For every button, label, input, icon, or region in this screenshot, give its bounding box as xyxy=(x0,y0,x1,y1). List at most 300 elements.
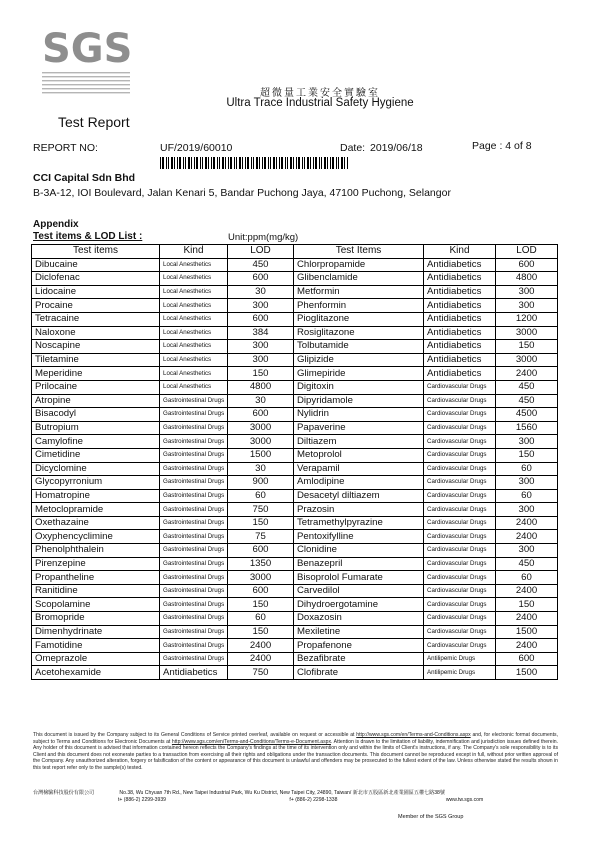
lod-left: 60 xyxy=(228,489,294,503)
kind-right: Cardiovascular Drugs xyxy=(424,489,496,503)
lod-left: 1500 xyxy=(228,448,294,462)
logo-text: SGS xyxy=(42,26,132,72)
kind-right: Cardiovascular Drugs xyxy=(424,598,496,612)
lod-left: 750 xyxy=(228,503,294,517)
table-row xyxy=(32,272,558,286)
lod-left: 60 xyxy=(228,612,294,626)
kind-right: Cardiovascular Drugs xyxy=(424,530,496,544)
client-name: CCI Capital Sdn Bhd xyxy=(33,172,136,184)
barcode-graphic xyxy=(160,157,350,169)
test-item-right: Bisoprolol Fumarate xyxy=(294,571,424,585)
test-item-left: Ranitidine xyxy=(32,584,160,598)
barcode-bar xyxy=(268,157,269,169)
barcode-bar xyxy=(332,157,334,169)
barcode-bar xyxy=(273,157,275,169)
lod-left: 75 xyxy=(228,530,294,544)
barcode-bar xyxy=(327,157,328,169)
barcode-bar xyxy=(315,157,317,169)
barcode-bar xyxy=(202,157,203,169)
lod-right: 300 xyxy=(496,285,558,299)
barcode-bar xyxy=(313,157,314,169)
barcode-bar xyxy=(344,157,345,169)
table-header-row xyxy=(32,245,558,259)
barcode-bar xyxy=(247,157,249,169)
barcode-bar xyxy=(162,157,164,169)
header-lod-left: LOD xyxy=(228,245,294,259)
disclaimer-text-1: This document is issued by the Company subject to its General Conditions of Service printed overleaf, available on request or accessible at xyxy=(33,732,355,738)
kind-right: Antidiabetics xyxy=(424,326,496,340)
table-row xyxy=(32,476,558,490)
test-item-left: Tiletamine xyxy=(32,353,160,367)
lod-left: 450 xyxy=(228,258,294,272)
header-test-items-right: Test Items xyxy=(294,245,424,259)
barcode-bar xyxy=(166,157,167,169)
kind-right: Antidiabetics xyxy=(424,340,496,354)
lab-name-chinese: 超微量工業安全實驗室 xyxy=(260,88,380,99)
test-item-left: Dibucaine xyxy=(32,258,160,272)
barcode-bar xyxy=(298,157,300,169)
kind-right: Cardiovascular Drugs xyxy=(424,516,496,530)
barcode-bar xyxy=(171,157,173,169)
barcode-bar xyxy=(338,157,339,169)
test-item-left: Lidocaine xyxy=(32,285,160,299)
header-lod-right: LOD xyxy=(496,245,558,259)
kind-left: Local Anesthetics xyxy=(160,258,228,272)
table-row xyxy=(32,612,558,626)
lod-left: 150 xyxy=(228,625,294,639)
table-row xyxy=(32,571,558,585)
barcode-bar xyxy=(168,157,169,169)
lod-right: 2400 xyxy=(496,584,558,598)
barcode-bar xyxy=(228,157,229,169)
barcode-bar xyxy=(262,157,263,169)
lod-left: 4800 xyxy=(228,380,294,394)
kind-right: Cardiovascular Drugs xyxy=(424,571,496,585)
footer-address-line xyxy=(33,789,558,796)
table-row xyxy=(32,544,558,558)
kind-right: Cardiovascular Drugs xyxy=(424,421,496,435)
kind-right: Cardiovascular Drugs xyxy=(424,625,496,639)
table-row xyxy=(32,285,558,299)
lod-right: 4500 xyxy=(496,408,558,422)
lod-right: 450 xyxy=(496,394,558,408)
barcode-bar xyxy=(217,157,218,169)
test-item-left: Atropine xyxy=(32,394,160,408)
lod-right: 1200 xyxy=(496,312,558,326)
lod-left: 3000 xyxy=(228,421,294,435)
barcode-bar xyxy=(307,157,309,169)
kind-right: Antidiabetics xyxy=(424,258,496,272)
barcode-bar xyxy=(205,157,207,169)
test-item-right: Desacetyl diltiazem xyxy=(294,489,424,503)
table-row xyxy=(32,312,558,326)
table-row xyxy=(32,340,558,354)
lod-left: 30 xyxy=(228,285,294,299)
kind-right: Antidiabetics xyxy=(424,272,496,286)
header-kind-left: Kind xyxy=(160,245,228,259)
test-item-left: Oxyphencyclimine xyxy=(32,530,160,544)
test-item-left: Glycopyrronium xyxy=(32,476,160,490)
kind-right: Cardiovascular Drugs xyxy=(424,557,496,571)
table-row xyxy=(32,353,558,367)
lod-right: 2400 xyxy=(496,612,558,626)
page-indicator: Page : 4 of 8 xyxy=(472,140,532,152)
fax-number: f+ (886-2) 2298-1338 xyxy=(289,797,338,803)
test-item-left: Bisacodyl xyxy=(32,408,160,422)
lod-right: 2400 xyxy=(496,367,558,381)
lod-table xyxy=(31,244,558,680)
barcode-bar xyxy=(222,157,224,169)
lod-right: 300 xyxy=(496,435,558,449)
kind-left: Gastrointestinal Drugs xyxy=(160,421,228,435)
lod-right: 600 xyxy=(496,652,558,666)
kind-left: Gastrointestinal Drugs xyxy=(160,394,228,408)
kind-left: Gastrointestinal Drugs xyxy=(160,625,228,639)
lod-right: 600 xyxy=(496,258,558,272)
barcode-bar xyxy=(213,157,215,169)
lod-left: 900 xyxy=(228,476,294,490)
test-item-right: Amlodipine xyxy=(294,476,424,490)
table-row xyxy=(32,598,558,612)
table-row xyxy=(32,394,558,408)
table-row xyxy=(32,326,558,340)
test-item-left: Butropium xyxy=(32,421,160,435)
lod-left: 384 xyxy=(228,326,294,340)
lod-right: 2400 xyxy=(496,639,558,653)
test-item-right: Dipyridamole xyxy=(294,394,424,408)
footer-contact-line xyxy=(33,797,558,803)
header-kind-right: Kind xyxy=(424,245,496,259)
kind-left: Local Anesthetics xyxy=(160,285,228,299)
kind-left: Gastrointestinal Drugs xyxy=(160,584,228,598)
test-item-right: Bezafibrate xyxy=(294,652,424,666)
barcode-bar xyxy=(230,157,232,169)
kind-left: Gastrointestinal Drugs xyxy=(160,571,228,585)
test-item-right: Mexiletine xyxy=(294,625,424,639)
test-item-right: Clonidine xyxy=(294,544,424,558)
kind-right: Antidiabetics xyxy=(424,299,496,313)
barcode-bar xyxy=(279,157,280,169)
test-item-right: Dihydroergotamine xyxy=(294,598,424,612)
unit-label: Unit:ppm(mg/kg) xyxy=(228,232,299,243)
barcode-bar xyxy=(208,157,209,169)
phone-number: t+ (886-2) 2299-3939 xyxy=(118,797,167,803)
test-item-right: Tetramethylpyrazine xyxy=(294,516,424,530)
kind-left: Local Anesthetics xyxy=(160,380,228,394)
kind-left: Gastrointestinal Drugs xyxy=(160,612,228,626)
company-address-chinese: 新北市五股區新北產業園區五權七路38號 xyxy=(352,790,445,796)
barcode-bar xyxy=(239,157,241,169)
date-label: Date: xyxy=(340,142,366,154)
test-item-right: Benazepril xyxy=(294,557,424,571)
test-item-left: Tetracaine xyxy=(32,312,160,326)
kind-right: Antidiabetics xyxy=(424,353,496,367)
kind-right: Antidiabetics xyxy=(424,312,496,326)
kind-right: Cardiovascular Drugs xyxy=(424,462,496,476)
report-title: Test Report xyxy=(58,114,130,130)
test-item-left: Pirenzepine xyxy=(32,557,160,571)
barcode-bar xyxy=(276,157,277,169)
test-item-left: Bromopride xyxy=(32,612,160,626)
kind-right: Cardiovascular Drugs xyxy=(424,435,496,449)
test-item-left: Phenolphthalein xyxy=(32,544,160,558)
kind-left: Local Anesthetics xyxy=(160,367,228,381)
lod-left: 30 xyxy=(228,394,294,408)
kind-left: Local Anesthetics xyxy=(160,340,228,354)
lod-left: 600 xyxy=(228,584,294,598)
lod-right: 3000 xyxy=(496,353,558,367)
header-test-items-left: Test items xyxy=(32,245,160,259)
website[interactable]: www.tw.sgs.com xyxy=(445,797,484,803)
test-item-right: Rosiglitazone xyxy=(294,326,424,340)
table-row xyxy=(32,299,558,313)
e-document-terms-link[interactable]: http://www.sgs.com/en/Terms-and-Conditions/Terms-e-Document.aspx xyxy=(171,738,331,745)
barcode-bar xyxy=(264,157,266,169)
test-item-right: Phenformin xyxy=(294,299,424,313)
lod-left: 2400 xyxy=(228,639,294,653)
lod-left: 600 xyxy=(228,312,294,326)
date-value: 2019/06/18 xyxy=(370,142,423,154)
kind-right: Antidiabetics xyxy=(424,367,496,381)
kind-right: Cardiovascular Drugs xyxy=(424,408,496,422)
barcode-bar xyxy=(330,157,331,169)
test-item-left: Cimetidine xyxy=(32,448,160,462)
barcode-bar xyxy=(285,157,286,169)
barcode-bar xyxy=(179,157,181,169)
test-item-left: Procaine xyxy=(32,299,160,313)
kind-right: Cardiovascular Drugs xyxy=(424,612,496,626)
table-row xyxy=(32,367,558,381)
lod-right: 300 xyxy=(496,476,558,490)
lod-right: 150 xyxy=(496,598,558,612)
barcode-bar xyxy=(188,157,190,169)
lod-right: 1500 xyxy=(496,625,558,639)
kind-left: Gastrointestinal Drugs xyxy=(160,448,228,462)
lod-right: 150 xyxy=(496,448,558,462)
kind-left: Gastrointestinal Drugs xyxy=(160,544,228,558)
table-row xyxy=(32,625,558,639)
barcode-bar xyxy=(321,157,322,169)
lod-right: 60 xyxy=(496,571,558,585)
lod-left: 3000 xyxy=(228,571,294,585)
kind-left: Gastrointestinal Drugs xyxy=(160,639,228,653)
company-address-english: No.38, Wu Chyuan 7th Rd., New Taipei Industrial Park, Wu Ku District, New Taipei City, 24890, Taiwan/ xyxy=(119,790,352,796)
test-item-left: Meperidine xyxy=(32,367,160,381)
barcode-bar xyxy=(200,157,201,169)
lab-name-english: Ultra Trace Industrial Safety Hygiene xyxy=(226,97,414,109)
company-name-chinese: 台灣檢驗科技股份有限公司 xyxy=(33,790,95,796)
lod-right: 60 xyxy=(496,489,558,503)
barcode-bar xyxy=(290,157,292,169)
kind-left: Gastrointestinal Drugs xyxy=(160,435,228,449)
kind-left: Local Anesthetics xyxy=(160,272,228,286)
test-item-left: Omeprazole xyxy=(32,652,160,666)
terms-link[interactable]: http://www.sgs.com/en/Terms-and-Conditions.aspx xyxy=(356,732,471,738)
barcode-bar xyxy=(293,157,294,169)
kind-right: Cardiovascular Drugs xyxy=(424,503,496,517)
table-row xyxy=(32,258,558,272)
kind-right: Cardiovascular Drugs xyxy=(424,448,496,462)
kind-right: Antilipemic Drugs xyxy=(424,652,496,666)
lod-right: 2400 xyxy=(496,516,558,530)
lod-left: 150 xyxy=(228,598,294,612)
member-of-sgs-group: Member of the SGS Group xyxy=(398,814,464,820)
lod-left: 150 xyxy=(228,516,294,530)
client-address: B-3A-12, IOI Boulevard, Jalan Kenari 5, Bandar Puchong Jaya, 47100 Puchong, Selangor xyxy=(33,187,451,199)
disclaimer-text-2: and, for electronic format documents, subject to Terms and Conditions for Electronic Documents at xyxy=(33,732,559,745)
lod-left: 600 xyxy=(228,408,294,422)
lod-left: 2400 xyxy=(228,652,294,666)
table-row xyxy=(32,421,558,435)
test-item-right: Doxazosin xyxy=(294,612,424,626)
test-item-left: Naloxone xyxy=(32,326,160,340)
lod-left: 300 xyxy=(228,353,294,367)
barcode-bar xyxy=(256,157,258,169)
barcode-bar xyxy=(196,157,198,169)
test-item-left: Metoclopramide xyxy=(32,503,160,517)
barcode-bar xyxy=(336,157,337,169)
kind-right: Cardiovascular Drugs xyxy=(424,544,496,558)
kind-right: Cardiovascular Drugs xyxy=(424,639,496,653)
barcode-bar xyxy=(191,157,192,169)
lod-left: 600 xyxy=(228,544,294,558)
barcode-bar xyxy=(242,157,243,169)
lod-left: 600 xyxy=(228,272,294,286)
test-item-right: Propafenone xyxy=(294,639,424,653)
appendix-title: Appendix xyxy=(33,219,79,230)
lod-right: 60 xyxy=(496,462,558,476)
test-item-right: Pentoxifylline xyxy=(294,530,424,544)
lod-right: 300 xyxy=(496,503,558,517)
test-item-left: Homatropine xyxy=(32,489,160,503)
barcode-bar xyxy=(296,157,297,169)
barcode-bar xyxy=(259,157,260,169)
kind-left: Gastrointestinal Drugs xyxy=(160,530,228,544)
lod-left: 300 xyxy=(228,299,294,313)
barcode-bar xyxy=(219,157,220,169)
test-item-right: Pioglitazone xyxy=(294,312,424,326)
lod-left: 3000 xyxy=(228,435,294,449)
lod-left: 1350 xyxy=(228,557,294,571)
table-row xyxy=(32,530,558,544)
test-item-left: Camylofine xyxy=(32,435,160,449)
kind-left: Local Anesthetics xyxy=(160,353,228,367)
disclaimer-text-3: . Attention is drawn to the limitation of liability, indemnification and jurisdiction issues defined therein. Any holder of this document is advised that information contained hereon reflects the Company's findings at the time of its intervention only and within the limits of Client's instructions, if any. The Company's sole responsibility is to its Client and this document does not exonerate parties to a transaction from exercising all their rights and obligations under the transaction documents. This document cannot be reproduced except in full, without prior written approval of the Company. Any unauthorized alteration, forgery or falsification of the content or appearance of this document is unlawful and offenders may be prosecuted to the fullest extent of the law. Unless otherwise stated the results shown in this test report refer only to the sample(s) tested. xyxy=(33,738,558,771)
barcode-bar xyxy=(245,157,246,169)
test-item-left: Famotidine xyxy=(32,639,160,653)
barcode-bar xyxy=(183,157,184,169)
lod-left: 150 xyxy=(228,367,294,381)
test-item-right: Tolbutamide xyxy=(294,340,424,354)
table-row xyxy=(32,435,558,449)
test-item-right: Chlorpropamide xyxy=(294,258,424,272)
barcode-bar xyxy=(174,157,175,169)
lod-right: 150 xyxy=(496,340,558,354)
lod-right: 1560 xyxy=(496,421,558,435)
test-item-right: Diltiazem xyxy=(294,435,424,449)
table-row xyxy=(32,489,558,503)
test-item-right: Glibenclamide xyxy=(294,272,424,286)
kind-left: Local Anesthetics xyxy=(160,299,228,313)
barcode-bar xyxy=(234,157,235,169)
lod-right: 450 xyxy=(496,557,558,571)
barcode-bar xyxy=(185,157,186,169)
barcode xyxy=(160,156,350,168)
test-item-left: Diclofenac xyxy=(32,272,160,286)
kind-right: Cardiovascular Drugs xyxy=(424,476,496,490)
barcode-bar xyxy=(270,157,271,169)
test-item-left: Prilocaine xyxy=(32,380,160,394)
lod-left: 300 xyxy=(228,340,294,354)
test-item-right: Glipizide xyxy=(294,353,424,367)
table-row xyxy=(32,462,558,476)
lod-right: 1500 xyxy=(496,666,558,680)
barcode-bar xyxy=(302,157,303,169)
table-row xyxy=(32,503,558,517)
footer-disclaimer xyxy=(33,732,558,772)
test-item-right: Carvedilol xyxy=(294,584,424,598)
kind-right: Cardiovascular Drugs xyxy=(424,584,496,598)
barcode-bar xyxy=(281,157,283,169)
barcode-bar xyxy=(310,157,311,169)
test-item-left: Dicyclomine xyxy=(32,462,160,476)
kind-left: Gastrointestinal Drugs xyxy=(160,489,228,503)
kind-left: Gastrointestinal Drugs xyxy=(160,652,228,666)
test-item-right: Nylidrin xyxy=(294,408,424,422)
lod-right: 300 xyxy=(496,544,558,558)
table-row xyxy=(32,557,558,571)
table-row xyxy=(32,666,558,680)
test-item-left: Propantheline xyxy=(32,571,160,585)
kind-left: Gastrointestinal Drugs xyxy=(160,503,228,517)
barcode-bar xyxy=(304,157,305,169)
test-item-right: Prazosin xyxy=(294,503,424,517)
barcode-bar xyxy=(251,157,252,169)
table-row xyxy=(32,408,558,422)
barcode-bar xyxy=(211,157,212,169)
barcode-bar xyxy=(177,157,178,169)
test-item-left: Acetohexamide xyxy=(32,666,160,680)
barcode-bar xyxy=(160,157,161,169)
kind-left: Gastrointestinal Drugs xyxy=(160,408,228,422)
table-row xyxy=(32,380,558,394)
kind-left: Gastrointestinal Drugs xyxy=(160,462,228,476)
report-no-label: REPORT NO: xyxy=(33,142,98,154)
table-row xyxy=(32,448,558,462)
barcode-bar xyxy=(347,157,348,169)
lod-right: 450 xyxy=(496,380,558,394)
kind-left: Gastrointestinal Drugs xyxy=(160,516,228,530)
table-row xyxy=(32,584,558,598)
table-row xyxy=(32,652,558,666)
lod-right: 2400 xyxy=(496,530,558,544)
kind-left: Antidiabetics xyxy=(160,666,228,680)
lod-right: 300 xyxy=(496,299,558,313)
table-body xyxy=(32,258,558,679)
report-no-value: UF/2019/60010 xyxy=(160,142,233,154)
barcode-bar xyxy=(341,157,343,169)
kind-left: Gastrointestinal Drugs xyxy=(160,557,228,571)
kind-right: Cardiovascular Drugs xyxy=(424,380,496,394)
appendix-subtitle: Test items & LOD List : xyxy=(33,231,143,242)
test-item-left: Dimenhydrinate xyxy=(32,625,160,639)
test-item-right: Digitoxin xyxy=(294,380,424,394)
barcode-bar xyxy=(319,157,320,169)
barcode-bar xyxy=(287,157,288,169)
test-item-right: Verapamil xyxy=(294,462,424,476)
table-row xyxy=(32,639,558,653)
table-row xyxy=(32,516,558,530)
